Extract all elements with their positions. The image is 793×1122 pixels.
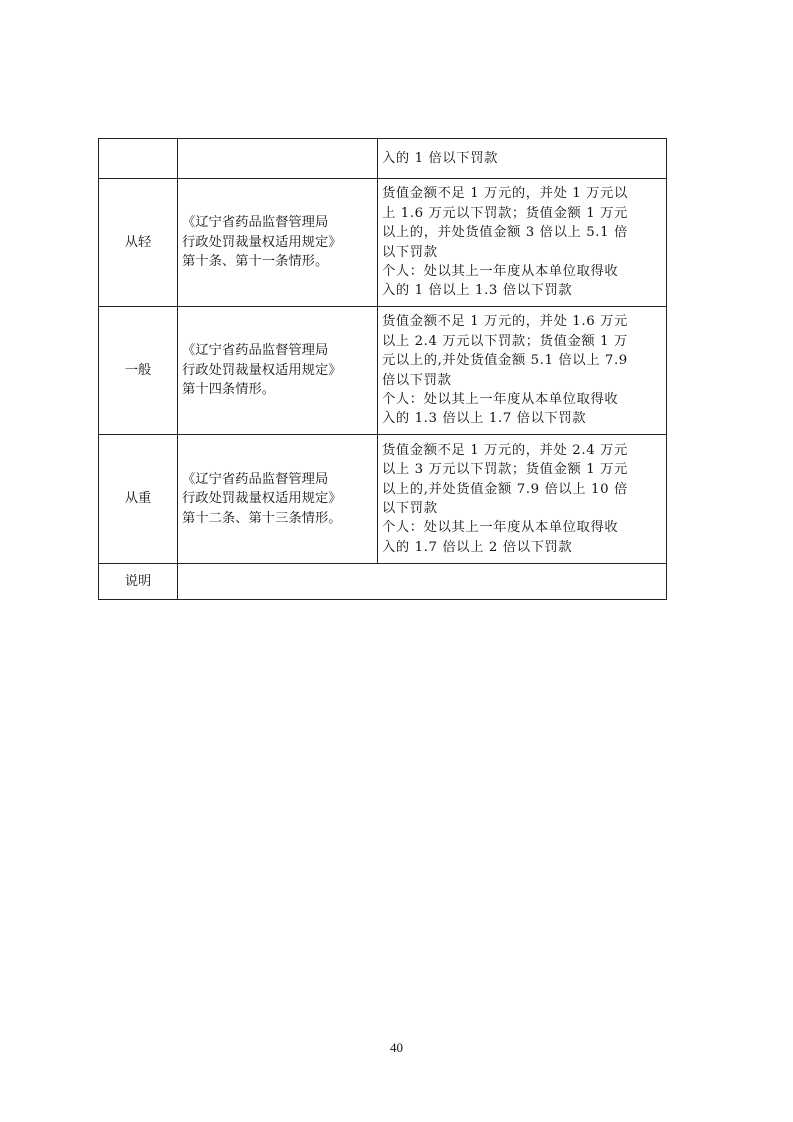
note-content-cell (178, 564, 667, 600)
range-cell (378, 139, 667, 179)
level-cell: 从重 (99, 435, 178, 564)
table-row-continued (99, 139, 667, 179)
range-cell (378, 307, 667, 435)
level-cell: 从轻 (99, 179, 178, 307)
note-label-cell: 说明 (99, 564, 178, 600)
basis-cell (178, 307, 378, 435)
basis-line: 第十四条情形。 (182, 382, 276, 398)
range-line: 以上 3 万元以下罚款；货值金额 1 万元 (382, 462, 628, 478)
basis-line: 行政处罚裁量权适用规定》 (182, 362, 342, 378)
basis-cell (178, 139, 378, 179)
range-line: 以上 2.4 万元以下罚款；货值金额 1 万 (382, 333, 628, 349)
basis-line: 行政处罚裁量权适用规定》 (182, 491, 342, 507)
table-row-lenient (99, 179, 667, 307)
basis-cell (178, 435, 378, 564)
basis-cell (178, 179, 378, 307)
basis-line: 《辽宁省药品监督管理局 (182, 471, 329, 487)
basis-line: 第十条、第十一条情形。 (182, 254, 329, 270)
table-row-severe (99, 435, 667, 564)
basis-line: 行政处罚裁量权适用规定》 (182, 234, 342, 250)
range-line: 货值金额不足 1 万元的，并处 1 万元以 (382, 186, 628, 202)
range-line: 货值金额不足 1 万元的，并处 1.6 万元 (382, 314, 628, 330)
range-line: 以下罚款 (382, 501, 438, 516)
penalty-discretion-table (98, 138, 667, 600)
range-line: 入的 1 倍以上 1.3 倍以下罚款 (382, 283, 573, 299)
level-cell: 一般 (99, 307, 178, 435)
range-line: 以上的,并处货值金额 7.9 倍以上 10 倍 (382, 481, 628, 497)
range-line: 个人：处以其上一年度从本单位取得收 (382, 520, 619, 536)
range-line: 上 1.6 万元以下罚款；货值金额 1 万元 (382, 205, 628, 221)
page-number: 40 (390, 1040, 403, 1055)
range-line: 入的 1 倍以下罚款 (382, 150, 498, 166)
range-line: 入的 1.7 倍以上 2 倍以下罚款 (382, 539, 573, 555)
level-cell (99, 139, 178, 179)
range-line: 货值金额不足 1 万元的，并处 2.4 万元 (382, 442, 628, 458)
basis-line: 《辽宁省药品监督管理局 (182, 343, 329, 359)
range-line: 倍以下罚款 (382, 372, 452, 388)
table-row-note (99, 564, 667, 600)
range-line: 个人：处以其上一年度从本单位取得收 (382, 263, 619, 279)
basis-line: 第十二条、第十三条情形。 (182, 510, 342, 526)
range-cell (378, 179, 667, 307)
range-line: 入的 1.3 倍以上 1.7 倍以下罚款 (382, 411, 587, 427)
range-cell (378, 435, 667, 564)
range-line: 以上的，并处货值金额 3 倍以上 5.1 倍 (382, 225, 628, 241)
range-line: 个人：处以其上一年度从本单位取得收 (382, 391, 619, 407)
range-line: 以下罚款 (382, 244, 438, 260)
range-line: 元以上的,并处货值金额 5.1 倍以上 7.9 (382, 353, 628, 369)
table-row-general (99, 307, 667, 435)
basis-line: 《辽宁省药品监督管理局 (182, 215, 329, 231)
